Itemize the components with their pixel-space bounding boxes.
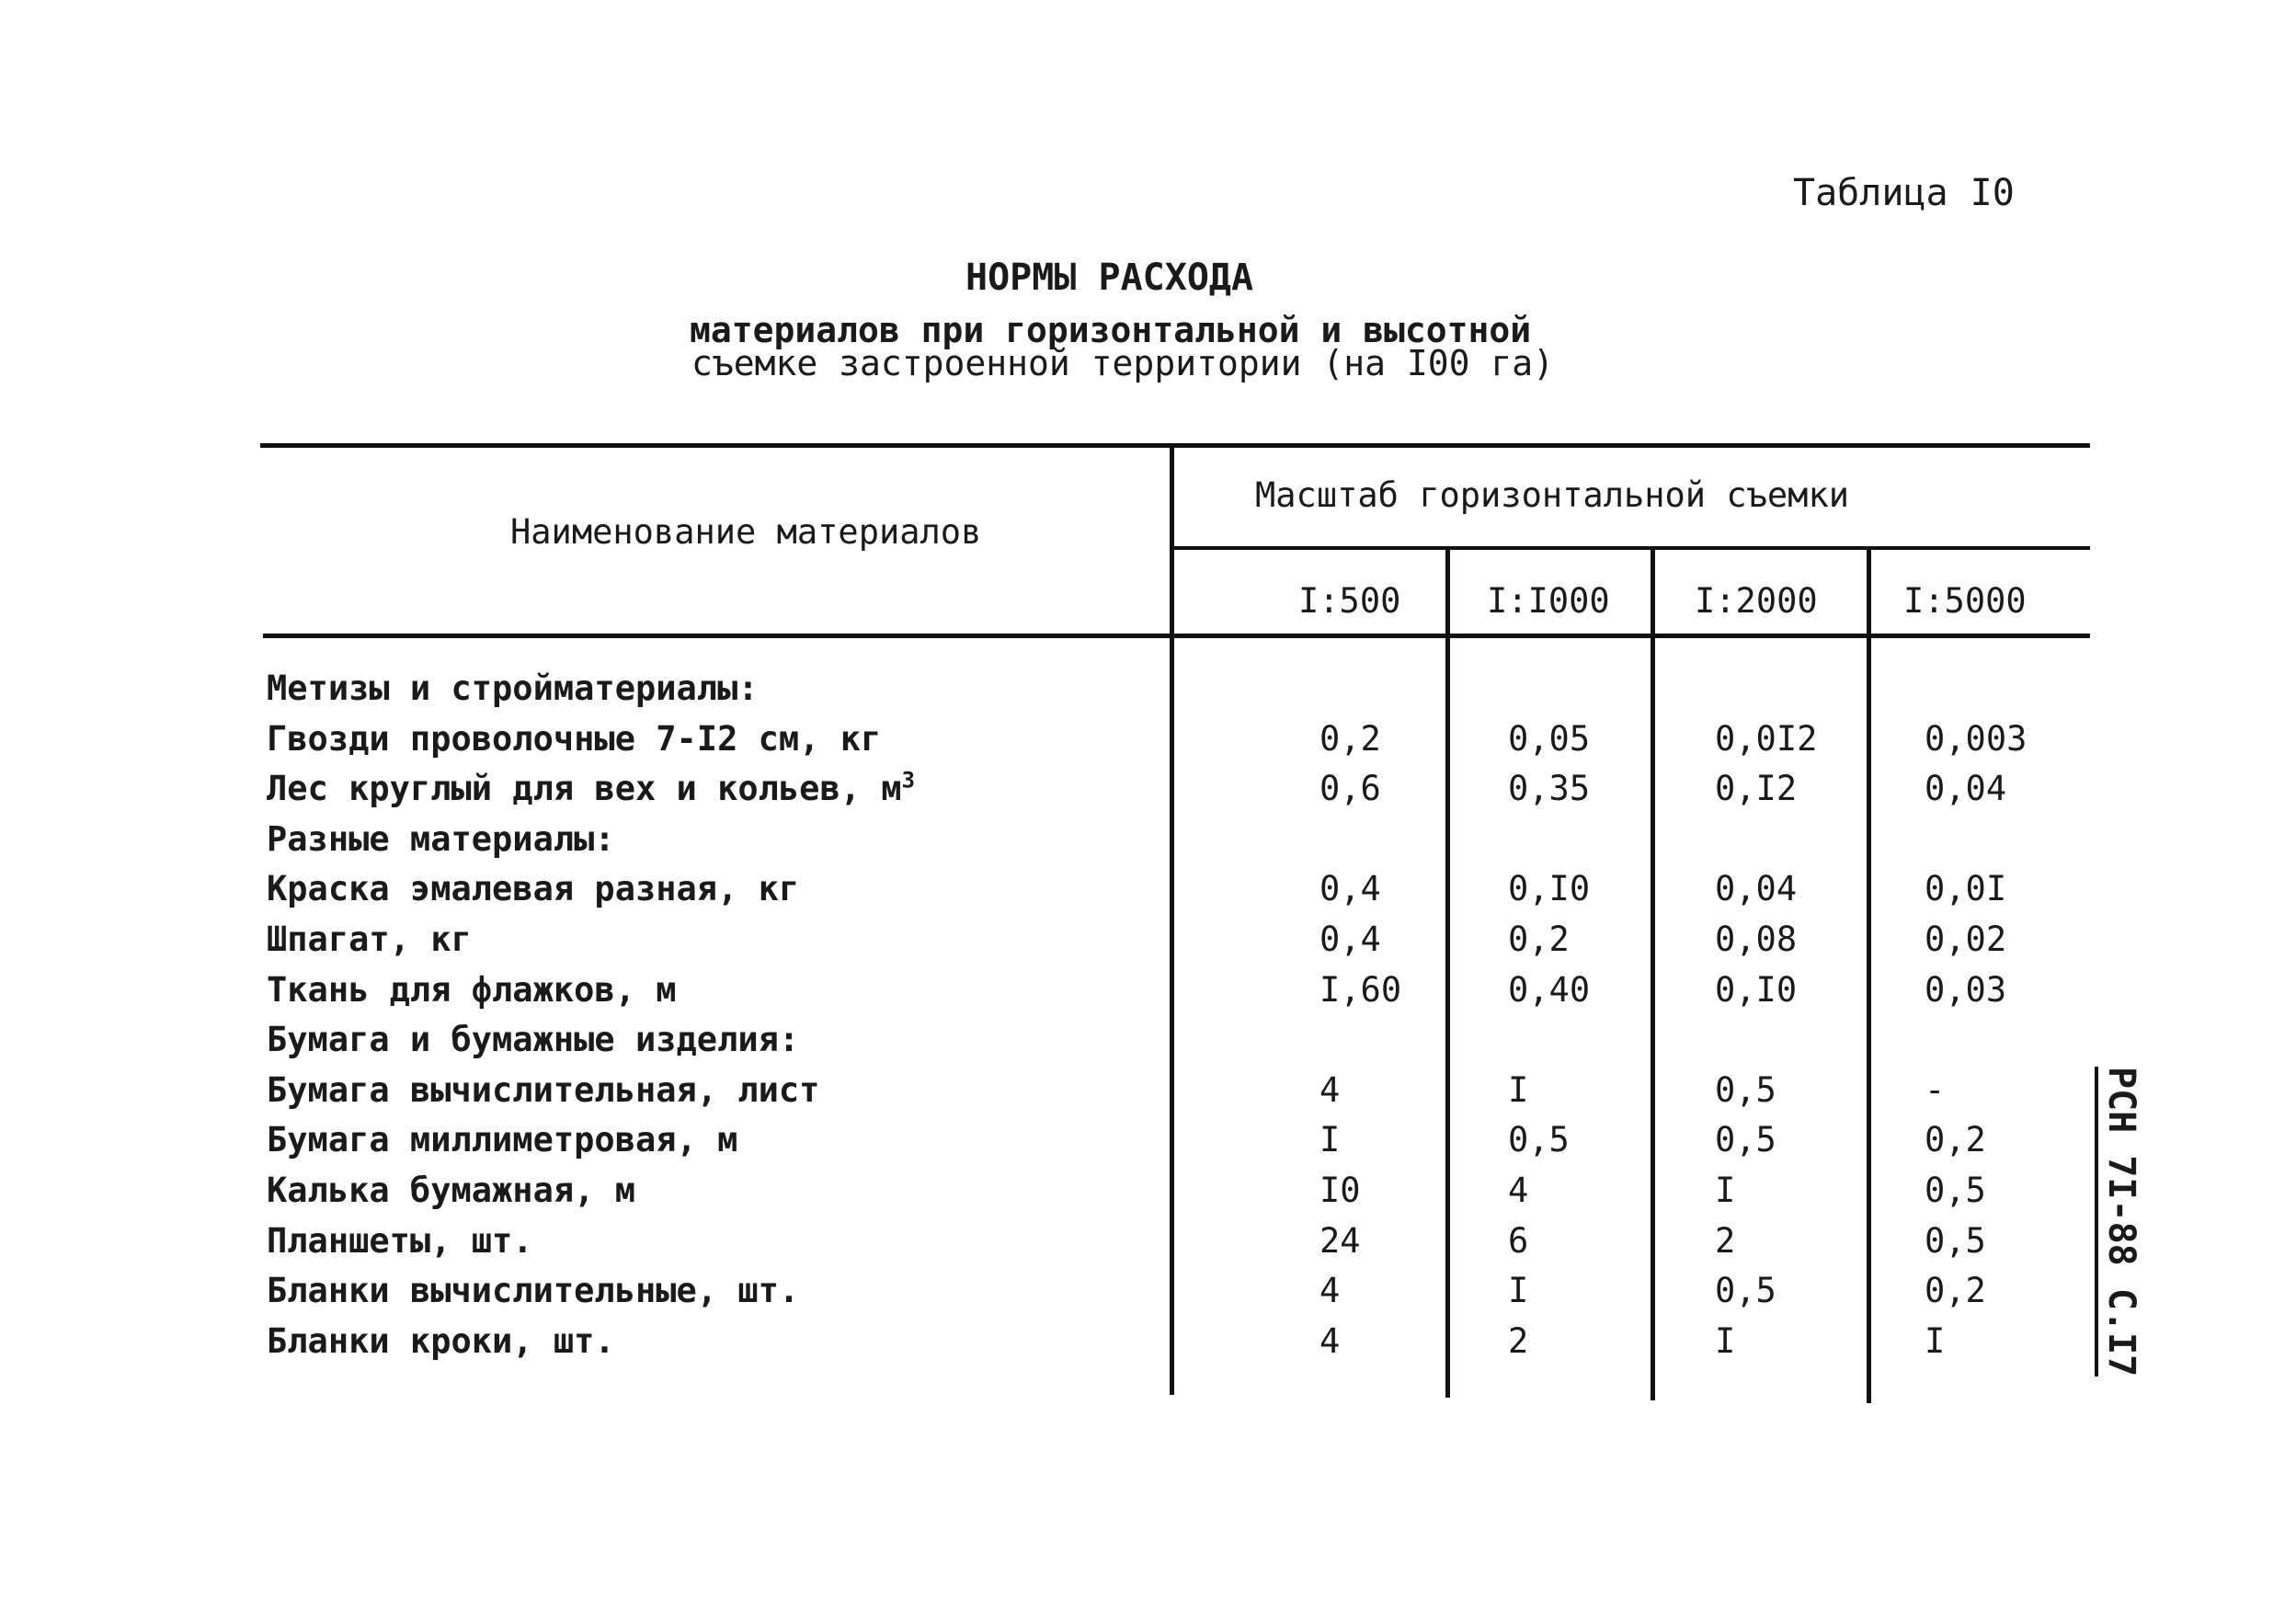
table-cell: I: [1715, 1171, 1736, 1210]
column-divider-2: [1651, 550, 1655, 1400]
table-number-label: Таблица I0: [1793, 172, 2015, 214]
table-top-rule: [260, 443, 2090, 448]
table-cell: -: [1925, 1070, 1946, 1110]
table-cell: I0: [1319, 1171, 1361, 1210]
table-cell: 0,5: [1715, 1271, 1776, 1310]
table-cell: I: [1508, 1271, 1529, 1310]
table-cell: 0,03: [1925, 970, 2007, 1010]
table-cell: 0,I0: [1715, 970, 1798, 1010]
table-cell: 0,02: [1925, 920, 2007, 959]
table-row-label: Калька бумажная, м: [267, 1171, 635, 1210]
column-header-scale-2000: I:2000: [1695, 581, 1818, 621]
column-divider-1: [1445, 550, 1450, 1398]
column-header-scale-5000: I:5000: [1903, 581, 2027, 621]
table-cell: 2: [1715, 1221, 1736, 1261]
table-cell: I: [1508, 1070, 1529, 1110]
table-cell: 0,2: [1319, 719, 1381, 759]
table-row-label: Шпагат, кг: [267, 920, 472, 959]
table-row-label: Краска эмалевая разная, кг: [267, 869, 800, 908]
table-cell: 6: [1508, 1221, 1529, 1261]
column-header-scale-500: I:500: [1298, 581, 1401, 621]
table-row-label: Метизы и стройматериалы:: [267, 668, 759, 708]
table-cell: 0,I2: [1715, 769, 1798, 808]
scale-header-rule: [1172, 546, 2090, 550]
table-cell: 4: [1319, 1070, 1341, 1110]
table-header-bottom-rule: [263, 634, 2090, 638]
document-code-stamp: РСН 7I-88 С.I7: [2095, 1067, 2142, 1376]
table-cell: 0,5: [1715, 1070, 1776, 1110]
table-cell: 0,2: [1925, 1120, 1986, 1159]
table-row-label: Бумага и бумажные изделия:: [267, 1020, 800, 1059]
table-cell: I,60: [1319, 970, 1402, 1010]
table-cell: 0,04: [1715, 869, 1798, 908]
table-cell: 0,2: [1508, 920, 1570, 959]
table-cell: 0,0I2: [1715, 719, 1818, 759]
table-row-label: Бумага вычислительная, лист: [267, 1070, 820, 1110]
table-cell: 0,4: [1319, 869, 1381, 908]
table-cell: 0,35: [1508, 769, 1591, 808]
table-row-label: Лес круглый для вех и кольев, $м^3$: [267, 767, 916, 808]
table-cell: 0,I0: [1508, 869, 1591, 908]
document-title: НОРМЫ РАСХОДА: [965, 257, 1254, 299]
table-cell: 0,5: [1715, 1120, 1776, 1159]
table-cell: 0,003: [1925, 719, 2028, 759]
document-subtitle-line1: материалов при горизонтальной и высотной: [690, 310, 1532, 350]
table-cell: 0,08: [1715, 920, 1798, 959]
column-header-scale-group: Масштаб горизонтальной съемки: [1255, 475, 1850, 515]
table-cell: 4: [1319, 1271, 1341, 1310]
table-row-label: Ткань для флажков, м: [267, 970, 677, 1010]
table-row-label: Бланки кроки, шт.: [267, 1321, 615, 1361]
table-cell: 24: [1319, 1221, 1361, 1261]
column-divider-3: [1867, 550, 1871, 1403]
table-cell: 4: [1508, 1171, 1529, 1210]
table-cell: 0,05: [1508, 719, 1591, 759]
table-cell: 0,5: [1508, 1120, 1570, 1159]
table-cell: 0,5: [1925, 1221, 1986, 1261]
table-cell: 0,6: [1319, 769, 1381, 808]
table-cell: 0,0I: [1925, 869, 2007, 908]
column-divider-name: [1170, 448, 1174, 1395]
table-row-label: Планшеты, шт.: [267, 1221, 533, 1261]
table-cell: I: [1925, 1321, 1946, 1361]
unit-superscript: 3: [901, 767, 916, 794]
table-cell: 2: [1508, 1321, 1529, 1361]
table-row-label: Бланки вычислительные, шт.: [267, 1271, 800, 1310]
column-header-materials: Наименование материалов: [510, 512, 982, 552]
table-row-label: Гвозди проволочные 7-I2 см, кг: [267, 719, 882, 759]
table-cell: I: [1715, 1321, 1736, 1361]
table-cell: 4: [1319, 1321, 1341, 1361]
table-cell: 0,4: [1319, 920, 1381, 959]
table-row-label: Разные материалы:: [267, 819, 615, 859]
table-cell: I: [1319, 1120, 1341, 1159]
table-cell: 0,40: [1508, 970, 1591, 1010]
table-cell: 0,04: [1925, 769, 2007, 808]
column-header-scale-1000: I:I000: [1487, 581, 1610, 621]
table-cell: 0,5: [1925, 1171, 1986, 1210]
document-subtitle-line2: съемке застроенной территории (на I00 га): [691, 343, 1554, 383]
table-cell: 0,2: [1925, 1271, 1986, 1310]
table-row-label: Бумага миллиметровая, м: [267, 1120, 738, 1159]
